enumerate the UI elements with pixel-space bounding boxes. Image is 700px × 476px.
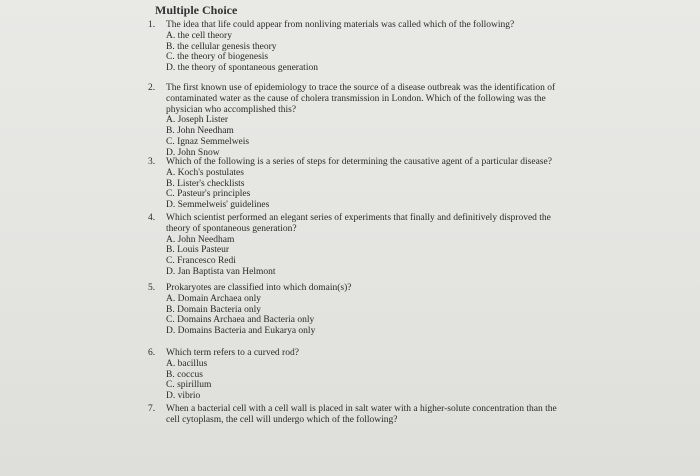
question-text: Which of the following is a series of steps for determining the causative agent of a particular disease?	[166, 157, 552, 167]
option-c: C. Ignaz Semmelweis	[166, 136, 250, 147]
option-b: B. Domain Bacteria only	[166, 304, 261, 315]
question-2	[148, 83, 568, 159]
option-d: D. Jan Baptista van Helmont	[166, 266, 276, 277]
option-b: B. Lister's checklists	[166, 178, 245, 189]
option-a: A. John Needham	[166, 234, 235, 245]
option-a: A. bacillus	[166, 358, 208, 369]
question-number: 2.	[148, 83, 156, 93]
question-number: 4.	[148, 213, 156, 223]
option-a: A. the cell theory	[166, 30, 232, 41]
option-c: C. Francesco Redi	[166, 256, 236, 267]
question-number: 3.	[148, 157, 156, 167]
question-number: 1.	[148, 20, 156, 30]
question-text: Which term refers to a curved rod?	[166, 348, 299, 358]
option-b: B. the cellular genesis theory	[166, 41, 277, 52]
question-6	[148, 348, 568, 402]
option-d: D. the theory of spontaneous generation	[166, 63, 318, 74]
option-d: D. John Snow	[166, 147, 220, 158]
option-d: D. vibrio	[166, 391, 201, 402]
section-heading: Multiple Choice	[155, 3, 238, 17]
option-b: B. John Needham	[166, 126, 234, 137]
question-text: When a bacterial cell with a cell wall is placed in salt water with a higher-solute concentration than the cell cytoplasm, the cell will undergo which of the following?	[166, 404, 557, 425]
option-c: C. spirillum	[166, 380, 212, 391]
option-d: D. Domains Bacteria and Eukarya only	[166, 326, 316, 337]
question-5	[148, 283, 568, 337]
question-text: Which scientist performed an elegant series of experiments that finally and definitively disproved the theory of spontaneous generation?	[166, 213, 551, 234]
question-text: Prokaryotes are classified into which domain(s)?	[166, 283, 352, 293]
option-a: A. Domain Archaea only	[166, 293, 261, 304]
option-d: D. Semmelweis' guidelines	[166, 200, 270, 211]
option-c: C. Pasteur's principles	[166, 189, 251, 200]
option-c: C. Domains Archaea and Bacteria only	[166, 315, 315, 326]
option-b: B. coccus	[166, 369, 203, 380]
question-number: 6.	[148, 348, 156, 358]
option-a: A. Joseph Lister	[166, 115, 229, 126]
option-c: C. the theory of biogenesis	[166, 52, 269, 63]
question-text: The idea that life could appear from nonliving materials was called which of the following?	[166, 20, 515, 30]
question-1	[148, 20, 568, 74]
question-number: 7.	[148, 404, 156, 414]
question-3	[148, 157, 568, 211]
option-a: A. Koch's postulates	[166, 167, 244, 178]
option-b: B. Louis Pasteur	[166, 245, 230, 256]
question-number: 5.	[148, 283, 156, 293]
question-7	[148, 404, 568, 426]
question-text: The first known use of epidemiology to trace the source of a disease outbreak was the identification of contaminated water as the cause of cholera transmission in London. Which of the following was the physician who accomplished this?	[166, 83, 556, 115]
question-4	[148, 213, 568, 278]
